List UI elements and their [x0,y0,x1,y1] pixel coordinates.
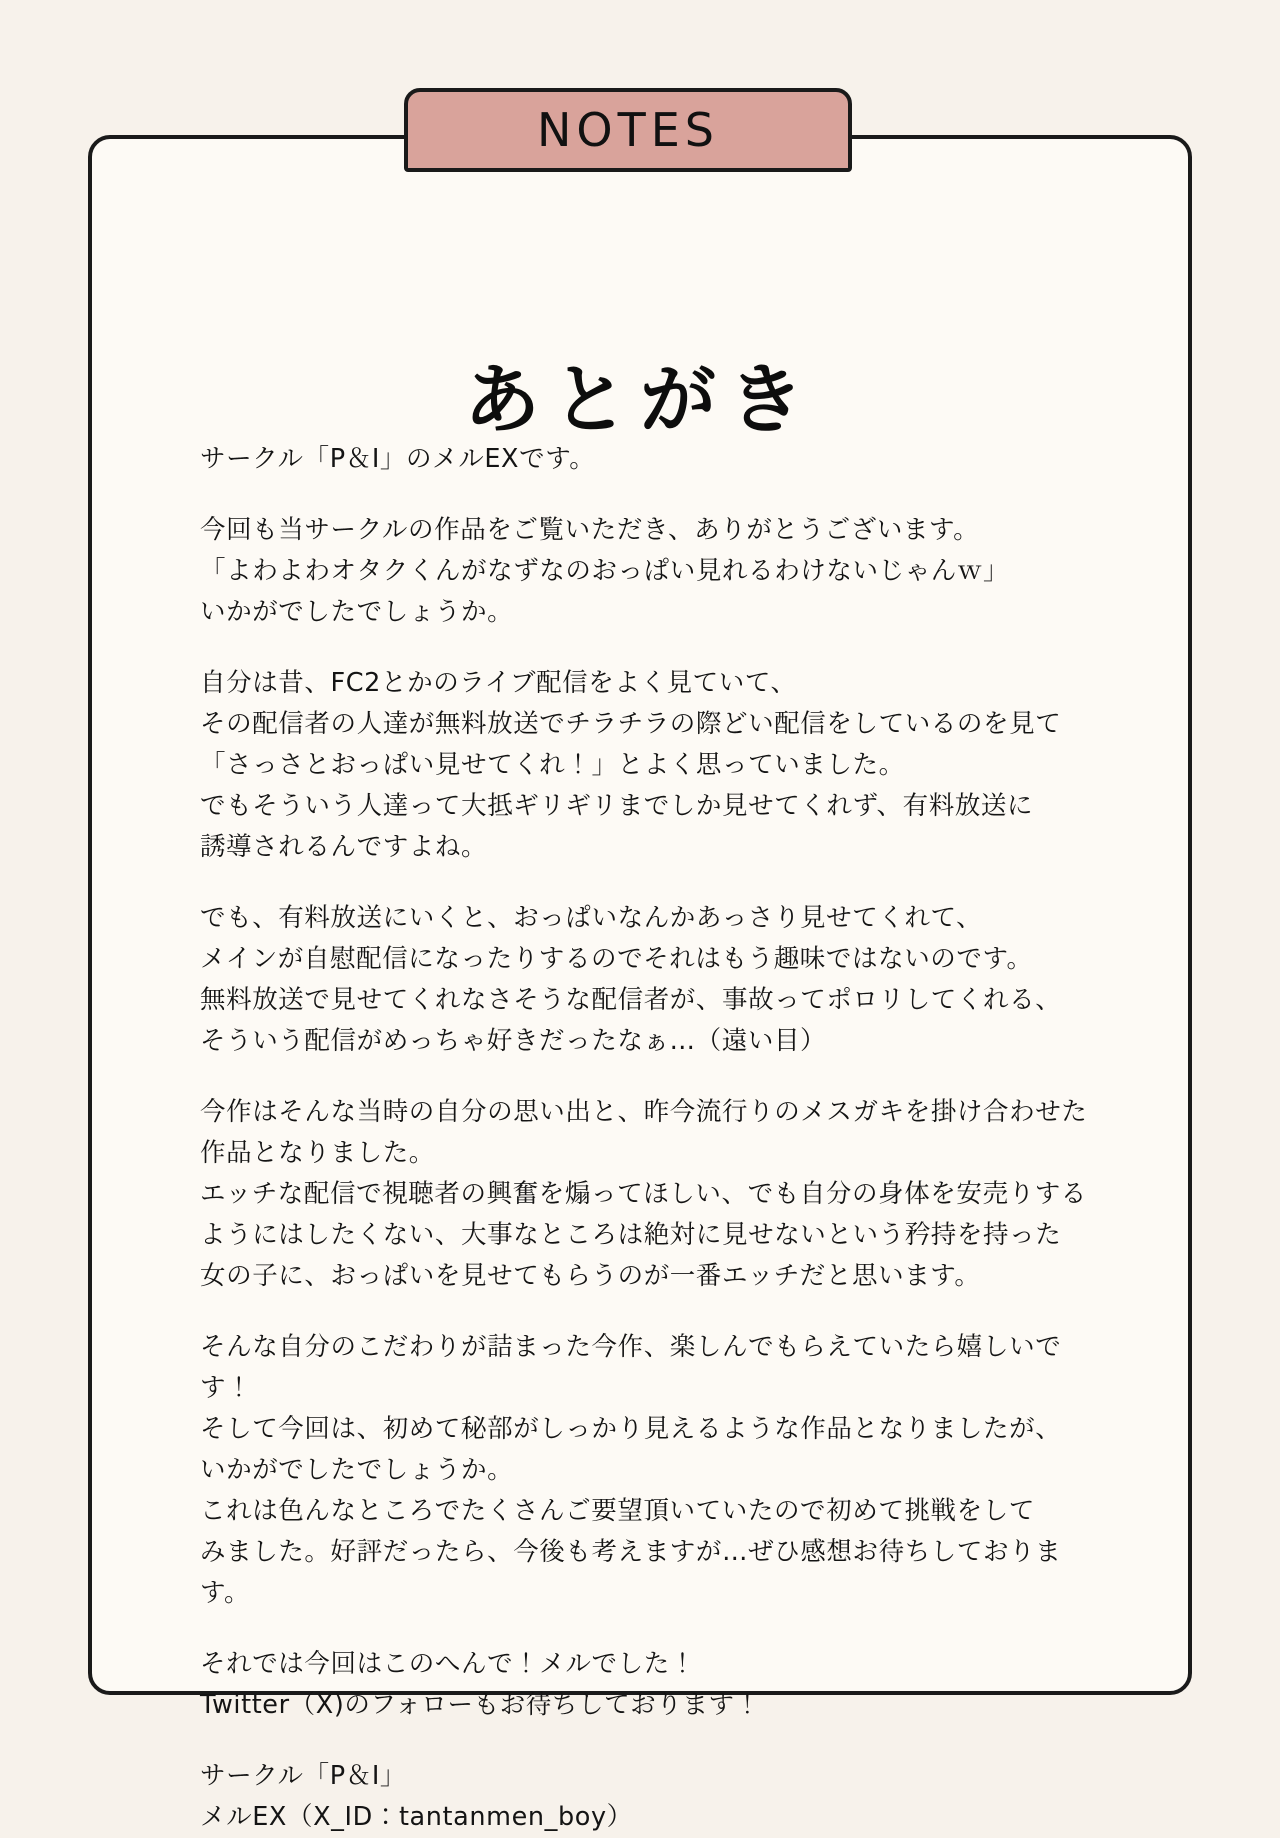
body-line: 「さっさとおっぱい見せてくれ！」とよく思っていました。 [200,750,905,780]
body-line: そんな自分のこだわりが詰まった今作、楽しんでもらえていたら嬉しいです！ [200,1332,1062,1403]
body-paragraph [200,663,1098,868]
body-line: エッチな配信で視聴者の興奮を煽ってほしい、でも自分の身体を安売りする [200,1179,1087,1209]
body-line: それでは今回はこのへんで！メルでした！ [200,1649,696,1679]
notes-tab-label: NOTES [537,103,719,157]
body-paragraph [200,898,1098,1062]
body-line: 女の子に、おっぱいを見せてもらうのが一番エッチだと思います。 [200,1261,981,1291]
body-line: サークル「P＆I」 [200,1761,407,1791]
body-line: その配信者の人達が無料放送でチラチラの際どい配信をしているのを見て [200,709,1062,739]
body-paragraph [200,1756,1098,1838]
body-line: メインが自慰配信になったりするのでそれはもう趣味ではないのです。 [200,944,1033,974]
body-paragraph [200,510,1098,633]
body-line: でも、有料放送にいくと、おっぱいなんかあっさり見せてくれて、 [200,903,983,933]
body-line: これは色んなところでたくさんご要望頂いていたので初めて挑戦をして [200,1496,1035,1526]
body-line: いかがでしたでしょうか。 [200,597,514,627]
body-paragraph [200,1644,1098,1726]
body-paragraph [200,1327,1098,1614]
body-line: 誘導されるんですよね。 [200,832,488,862]
body-line: でもそういう人達って大抵ギリギリまでしか見せてくれず、有料放送に [200,791,1034,821]
body-line: 無料放送で見せてくれなさそうな配信者が、事故ってポロリしてくれる、 [200,985,1062,1015]
body-line: メルEX（X_ID：tantanmen_boy） [200,1802,633,1832]
body-line: いかがでしたでしょうか。 [200,1455,514,1485]
body-line: 「よわよわオタクくんがなずなのおっぱい見れるわけないじゃんｗ」 [200,556,1010,586]
body-line: 作品となりました。 [200,1138,435,1168]
page-title: あとがき [464,355,816,444]
body-line: 今回も当サークルの作品をご覧いただき、ありがとうございます。 [200,515,980,545]
body-line: そういう配信がめっちゃ好きだったなぁ…（遠い目） [200,1026,827,1056]
body-line: Twitter（X)のフォローもお待ちしております！ [200,1690,761,1720]
body-line: ようにはしたくない、大事なところは絶対に見せないという矜持を持った [200,1220,1062,1250]
afterword-body [200,439,1098,1838]
body-line: サークル「P＆I」のメルEXです。 [200,444,596,474]
body-line: みました。好評だったら、今後も考えますが…ぜひ感想お待ちしております。 [200,1537,1062,1608]
notes-tab [404,88,852,172]
body-paragraph [200,439,1098,480]
body-line: そして今回は、初めて秘部がしっかり見えるような作品となりましたが、 [200,1414,1062,1444]
body-paragraph [200,1092,1098,1297]
body-line: 自分は昔、FC2とかのライブ配信をよく見ていて、 [200,668,797,698]
body-line: 今作はそんな当時の自分の思い出と、昨今流行りのメスガキを掛け合わせた [200,1097,1088,1127]
notes-card [88,135,1192,1832]
